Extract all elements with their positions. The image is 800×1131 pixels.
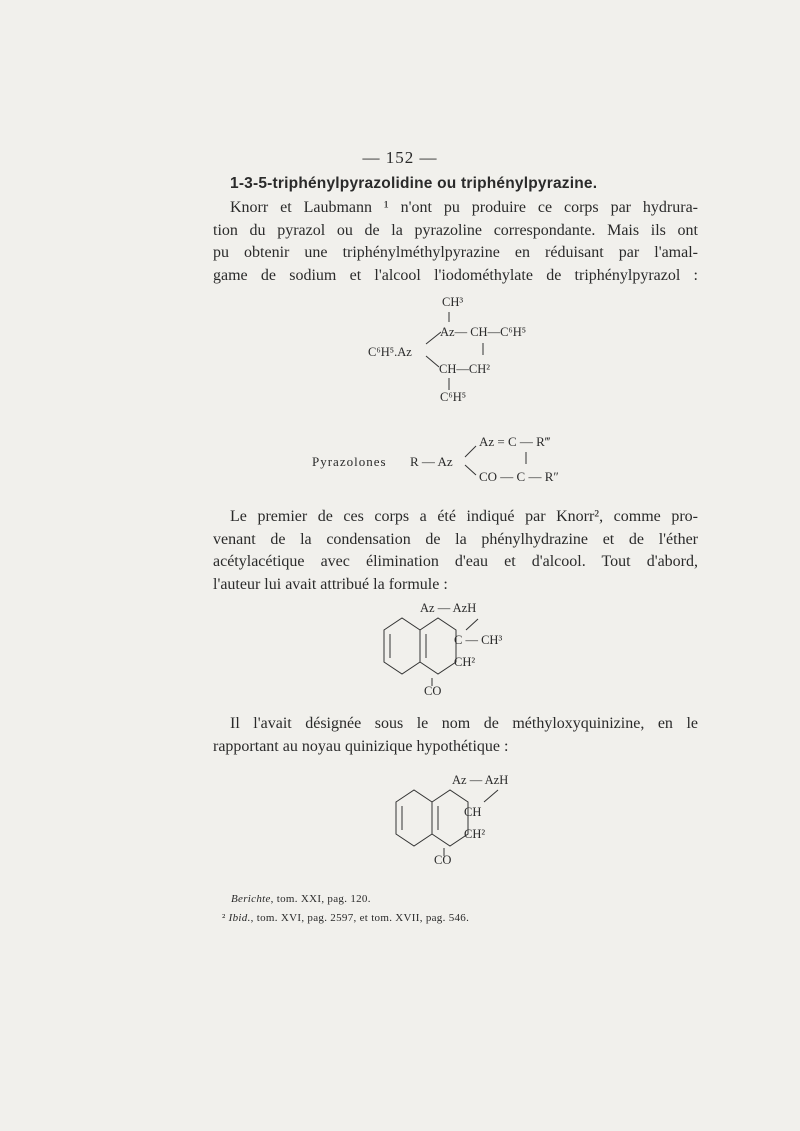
formula-2-c: C — CH³ xyxy=(454,633,503,647)
pyrazolones-lower: CO — C — R″ xyxy=(479,469,559,484)
paragraph-1-line: tion du pyrazol ou de la pyrazoline correspondante. Mais ils ont xyxy=(213,221,698,239)
footnote-2-ref: , tom. XVI, pag. 2597, et tom. XVII, pag. 546. xyxy=(250,912,470,924)
paragraph-1-line: Knorr et Laubmann ¹ n'ont pu produire ce corps par hydrura- xyxy=(230,199,698,216)
formula-pyrazolones xyxy=(312,432,642,492)
formula-1-c6h5: C⁶H⁵ xyxy=(440,390,467,404)
footnote-1-source: Berichte xyxy=(231,893,271,905)
paragraph-1-line: game de sodium et l'alcool l'iodométhylate de triphénylpyrazol : xyxy=(213,266,698,284)
paragraph-2 xyxy=(213,506,698,596)
footnote-2 xyxy=(222,912,469,924)
formula-2-ch2: CH² xyxy=(454,655,476,669)
paragraph-1 xyxy=(213,197,698,287)
formula-1-left: C⁶H⁵.Az xyxy=(368,345,412,359)
formula-2-co: CO xyxy=(424,684,442,698)
formula-3-co: CO xyxy=(434,853,452,867)
pyrazolones-label: Pyrazolones xyxy=(312,454,387,469)
formula-2-top: Az — AzH xyxy=(420,601,477,615)
section-heading: 1-3-5-triphénylpyrazolidine ou triphénylpyrazine. xyxy=(230,175,598,192)
pyrazolones-upper: Az = C — R‴ xyxy=(479,434,551,449)
footnote-2-mark: ² xyxy=(222,912,226,924)
paragraph-2-line: venant de la condensation de la phénylhydrazine et de l'éther xyxy=(213,530,698,548)
formula-triphenylmethylpyrazine xyxy=(360,292,580,412)
paragraph-2-line: Le premier de ces corps a été indiqué par Knorr², comme pro- xyxy=(230,508,698,525)
page-number: — 152 — xyxy=(362,148,438,167)
formula-3-top: Az — AzH xyxy=(452,773,509,787)
footnote-1-ref: , tom. XXI, pag. 120. xyxy=(270,893,371,905)
formula-3-ch2: CH² xyxy=(464,827,486,841)
footnote-1 xyxy=(231,893,371,905)
formula-methyloxyquinizine xyxy=(378,598,578,703)
paragraph-2-line: l'auteur lui avait attribué la formule : xyxy=(213,575,448,593)
formula-3-ch: CH xyxy=(464,805,482,819)
footnote-2-source: Ibid. xyxy=(228,912,251,924)
paragraph-2-line: acétylacétique avec élimination d'eau et d'alcool. Tout d'abord, xyxy=(213,553,698,570)
pyrazolones-r-az: R — Az xyxy=(410,454,453,469)
formula-1-ch3: CH³ xyxy=(442,295,464,309)
formula-1-bottom: CH—CH² xyxy=(439,362,490,376)
formula-quinizine-nucleus xyxy=(390,768,590,873)
paragraph-3 xyxy=(213,713,698,758)
formula-1-az-top: Az— CH—C⁶H⁵ xyxy=(440,325,527,339)
paragraph-1-line: pu obtenir une triphénylméthylpyrazine en réduisant par l'amal- xyxy=(213,244,698,261)
paragraph-3-line: Il l'avait désignée sous le nom de méthyloxyquinizine, en le xyxy=(230,715,698,732)
paragraph-3-line: rapportant au noyau quinizique hypothétique : xyxy=(213,737,509,755)
